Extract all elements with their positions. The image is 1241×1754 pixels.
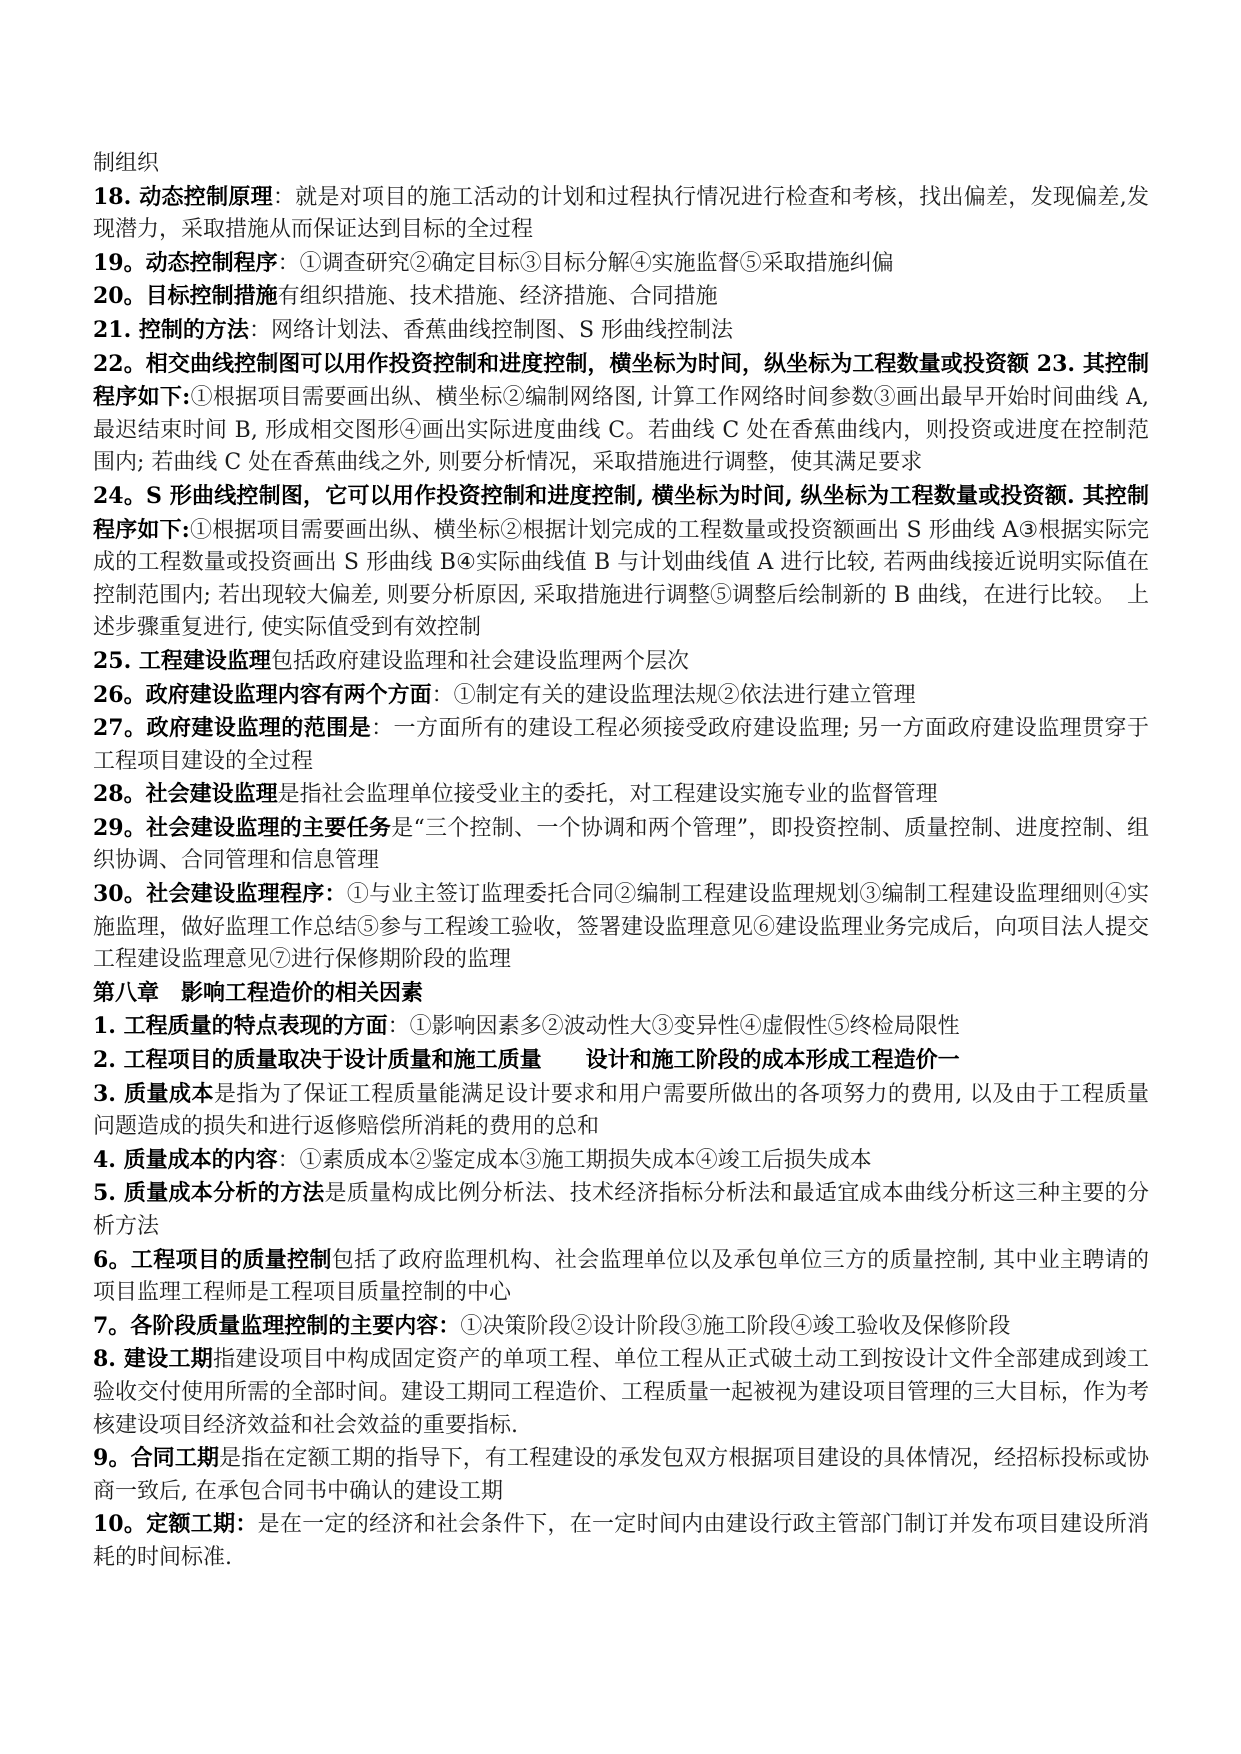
paragraph (93, 1244, 1149, 1310)
paragraph (93, 1078, 1149, 1144)
bold-term: 30。社会建设监理程序： (93, 881, 347, 908)
body-text: ：①素质成本②鉴定成本③施工期损失成本④竣工后损失成本 (277, 1147, 872, 1173)
paragraph (93, 148, 1149, 181)
bold-term: 25. 工程建设监理 (93, 647, 271, 674)
paragraph (93, 1144, 1149, 1178)
body-text: ①根据项目需要画出纵、横坐标②根据计划完成的工程数量或投资额画出 S 形曲线 A③根据实际完成的工程数量或投资画出 S 形曲线 B④实际曲线值 B 与计划曲线值 A 进行比较, 若两曲线接近说明实际值在控制范围内; 若出现较大偏差, 则要分析原因, 采取措施进行调整⑤调整后绘制新的 B 曲线，在进行比较。 上述步骤重复进行, 使实际值受到有效控制 (93, 517, 1149, 641)
body-text: 指建设项目中构成固定资产的单项工程、单位工程从正式破土动工到按设计文件全部建成到竣工验收交付使用所需的全部时间。建设工期同工程造价、工程质量一起被视为建设项目管理的三大目标，作为考核建设项目经济效益和社会效益的重要指标. (93, 1347, 1150, 1438)
paragraph (93, 1177, 1149, 1243)
body-text: ：网络计划法、香蕉曲线控制图、S 形曲线控制法 (248, 317, 734, 343)
bold-term: 6。工程项目的质量控制 (93, 1246, 332, 1273)
body-text: ：就是对项目的施工活动的计划和过程执行情况进行检查和考核，找出偏差，发现偏差,发现潜力，采取措施从而保证达到目标的全过程 (93, 184, 1149, 243)
paragraph (93, 1508, 1149, 1574)
body-text: 是指为了保证工程质量能满足设计要求和用户需要所做出的各项努力的费用, 以及由于工程质量问题造成的损失和进行返修赔偿所消耗的费用的总和 (93, 1081, 1149, 1140)
body-text: ：①调查研究②确定目标③目标分解④实施监督⑤采取措施纠偏 (277, 250, 894, 276)
body-text: 包括政府建设监理和社会建设监理两个层次 (270, 648, 689, 674)
body-text: ：①制定有关的建设监理法规②依法进行建立管理 (431, 682, 916, 708)
body-text: ：①影响因素多②波动性大③变异性④虚假性⑤终检局限性 (387, 1014, 960, 1040)
paragraph (93, 314, 1149, 348)
paragraph (93, 181, 1149, 247)
paragraph (93, 280, 1149, 314)
paragraph (93, 645, 1149, 679)
document-page (93, 148, 1149, 1575)
body-text: 是指社会监理单位接受业主的委托，对工程建设实施专业的监督管理 (277, 782, 938, 808)
bold-term: 20。目标控制措施 (93, 283, 278, 310)
paragraph (93, 878, 1149, 977)
bold-term: 27。政府建设监理的范围是 (93, 715, 372, 742)
paragraph (93, 977, 1149, 1011)
body-text: 是“三个控制、一个协调和两个管理”，即投资控制、质量控制、进度控制、组织协调、合同管理和信息管理 (93, 815, 1149, 874)
body-text: ①决策阶段②设计阶段③施工阶段④竣工验收及保修阶段 (460, 1313, 1011, 1339)
body-text: 制组织 (93, 151, 160, 176)
body-text: 包括了政府监理机构、社会监理单位以及承包单位三方的质量控制, 其中业主聘请的项目监理工程师是工程项目质量控制的中心 (93, 1247, 1149, 1306)
bold-term: 26。政府建设监理内容有两个方面 (93, 681, 432, 708)
paragraph (93, 1044, 1149, 1078)
paragraph (93, 679, 1149, 713)
bold-term: 21. 控制的方法 (93, 316, 249, 343)
bold-term: 第八章 影响工程造价的相关因素 (93, 979, 424, 1006)
body-text: 有组织措施、技术措施、经济措施、合同措施 (277, 284, 718, 310)
paragraph (93, 812, 1149, 878)
paragraph (93, 1442, 1149, 1508)
bold-term: 4. 质量成本的内容 (93, 1146, 278, 1173)
body-text: ①根据项目需要画出纵、横坐标②编制网络图, 计算工作网络时间参数③画出最早开始时间曲线 A, 最迟结束时间 B, 形成相交图形④画出实际进度曲线 C。若曲线 C 处在香蕉曲线内，则投资或进度在控制范围内; 若曲线 C 处在香蕉曲线之外, 则要分析情况，采取措施进行调整，使其满足要求 (93, 385, 1149, 476)
paragraph (93, 1343, 1149, 1442)
bold-term: 5. 质量成本分析的方法 (93, 1180, 325, 1207)
bold-term: 29。社会建设监理的主要任务 (93, 814, 392, 841)
paragraph (93, 1310, 1149, 1344)
bold-term: 18. 动态控制原理 (93, 183, 273, 210)
paragraph (93, 247, 1149, 281)
bold-term: 1. 工程质量的特点表现的方面 (93, 1013, 388, 1040)
body-text: 是质量构成比例分析法、技术经济指标分析法和最适宜成本曲线分析这三种主要的分析方法 (93, 1181, 1149, 1239)
bold-term: 28。社会建设监理 (93, 781, 278, 808)
bold-term: 10。定额工期： (93, 1511, 258, 1538)
bold-term: 19。动态控制程序 (93, 249, 278, 276)
bold-term: 9。合同工期 (93, 1445, 220, 1472)
bold-term: 7。各阶段质量监理控制的主要内容： (93, 1312, 461, 1339)
paragraph (93, 348, 1149, 480)
bold-term: 22。相交曲线控制图可以用作投资控制和进度控制，横坐标为时间，纵坐标为工程数量或投资额 23. 其控制程序如下: (93, 350, 1149, 411)
body-text: 是在一定的经济和社会条件下，在一定时间内由建设行政主管部门制订并发布项目建设所消耗的时间标准. (93, 1512, 1149, 1570)
bold-term: 2. 工程项目的质量取决于设计质量和施工质量 设计和施工阶段的成本形成工程造价一 (93, 1047, 960, 1074)
paragraph (93, 778, 1149, 812)
paragraph (93, 712, 1149, 778)
paragraph (93, 480, 1149, 645)
bold-term: 8. 建设工期 (93, 1346, 214, 1373)
body-text: ：一方面所有的建设工程必须接受政府建设监理; 另一方面政府建设监理贯穿于工程项目建设的全过程 (93, 716, 1149, 774)
bold-term: 3. 质量成本 (93, 1080, 214, 1107)
body-text: ①与业主签订监理委托合同②编制工程建设监理规划③编制工程建设监理细则④实施监理，做好监理工作总结⑤参与工程竣工验收，签署建设监理意见⑥建设监理业务完成后，向项目法人提交工程建设监理意见⑦进行保修期阶段的监理 (93, 882, 1150, 973)
body-text: 是指在定额工期的指导下，有工程建设的承发包双方根据项目建设的具体情况，经招标投标或协商一致后, 在承包合同书中确认的建设工期 (93, 1446, 1149, 1504)
paragraph (93, 1010, 1149, 1044)
bold-term: 24。S 形曲线控制图，它可以用作投资控制和进度控制, 横坐标为时间, 纵坐标为工程数量或投资额. 其控制程序如下: (93, 482, 1149, 543)
